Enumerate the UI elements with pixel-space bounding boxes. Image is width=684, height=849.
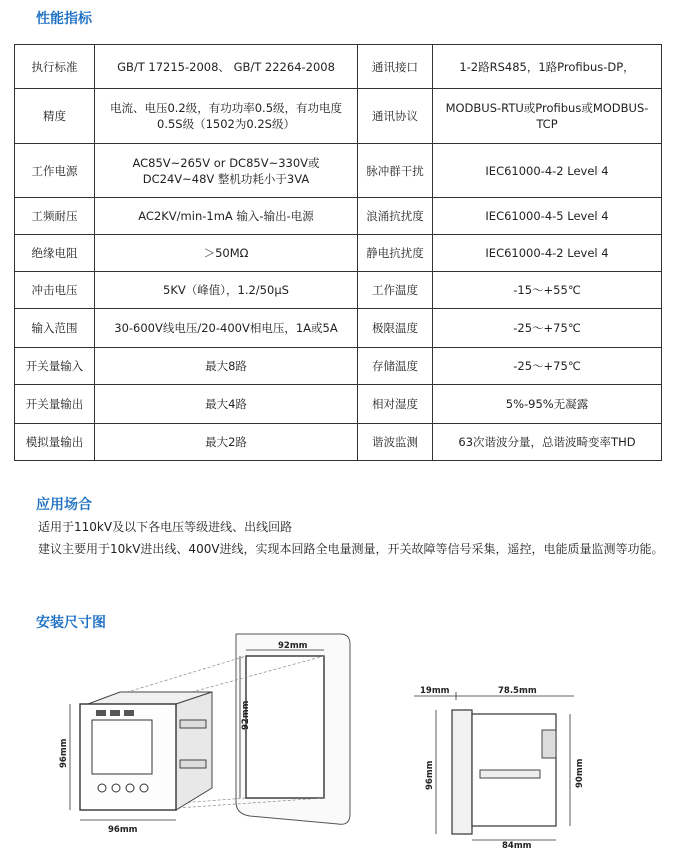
spec-value: 30-600V线电压/20-400V相电压，1A或5A (95, 309, 358, 348)
spec-label: 绝缘电阻 (15, 235, 95, 272)
table-row (15, 89, 662, 144)
application-line-1: 适用于110kV及以下各电压等级进线、出线回路 (38, 520, 293, 534)
spec-label: 相对湿度 (358, 385, 433, 424)
side-height-front-label: 96mm (425, 760, 435, 790)
spec-value: 电流、电压0.2级，有功功率0.5级，有功电度0.5S级（1502为0.2S级） (95, 89, 358, 144)
table-row (15, 424, 662, 461)
spec-value: -25～+75℃ (433, 348, 662, 385)
spec-label: 通讯协议 (358, 89, 433, 144)
meter-front-drawing (70, 692, 212, 820)
spec-value: IEC61000-4-2 Level 4 (433, 144, 662, 198)
spec-value: 1-2路RS485，1路Profibus-DP， (433, 45, 662, 89)
spec-label: 执行标准 (15, 45, 95, 89)
side-body-width-label: 84mm (502, 841, 532, 849)
table-row (15, 235, 662, 272)
table-row (15, 309, 662, 348)
spec-value: IEC61000-4-2 Level 4 (433, 235, 662, 272)
cutout-height-label: 92mm (241, 700, 251, 730)
spec-label: 工频耐压 (15, 198, 95, 235)
spec-value: 最大8路 (95, 348, 358, 385)
spec-value: 5%-95%无凝露 (433, 385, 662, 424)
spec-value: 最大2路 (95, 424, 358, 461)
spec-label: 静电抗扰度 (358, 235, 433, 272)
table-row (15, 348, 662, 385)
application-title: 应用场合 (36, 497, 92, 513)
side-front-label: 19mm (420, 686, 450, 696)
spec-value: 63次谐波分量，总谐波畸变率THD (433, 424, 662, 461)
spec-label: 输入范围 (15, 309, 95, 348)
spec-label: 谐波监测 (358, 424, 433, 461)
spec-label: 通讯接口 (358, 45, 433, 89)
spec-value: 最大4路 (95, 385, 358, 424)
spec-value: MODBUS-RTU或Profibus或MODBUS-TCP (433, 89, 662, 144)
spec-label: 开关量输出 (15, 385, 95, 424)
spec-label: 精度 (15, 89, 95, 144)
spec-value: -15～+55℃ (433, 272, 662, 309)
meter-side-drawing (414, 692, 574, 840)
spec-label: 工作温度 (358, 272, 433, 309)
spec-label: 存储温度 (358, 348, 433, 385)
spec-value: -25～+75℃ (433, 309, 662, 348)
table-row (15, 144, 662, 198)
spec-value: GB/T 17215-2008、 GB/T 22264-2008 (95, 45, 358, 89)
performance-title: 性能指标 (36, 11, 92, 27)
spec-label: 开关量输入 (15, 348, 95, 385)
spec-label: 冲击电压 (15, 272, 95, 309)
table-row (15, 45, 662, 89)
spec-value: 5KV（峰值），1.2/50μS (95, 272, 358, 309)
spec-value: AC85V~265V or DC85V~330V或DC24V~48V 整机功耗小于3VA (95, 144, 358, 198)
table-row (15, 198, 662, 235)
installation-title: 安装尺寸图 (36, 615, 106, 631)
application-text (14, 516, 669, 560)
front-height-label: 96mm (59, 738, 69, 768)
front-width-label: 96mm (108, 825, 138, 835)
spec-table (14, 44, 662, 461)
spec-label: 模拟量输出 (15, 424, 95, 461)
spec-value: ＞50MΩ (95, 235, 358, 272)
cutout-width-label: 92mm (278, 641, 308, 651)
spec-value: IEC61000-4-5 Level 4 (433, 198, 662, 235)
table-row (15, 272, 662, 309)
application-line-2: 建议主要用于10kV进出线、400V进线，实现本回路全电量测量，开关故障等信号采集，遥控，电能质量监测等功能。 (38, 542, 664, 556)
spec-label: 脉冲群干扰 (358, 144, 433, 198)
spec-label: 工作电源 (15, 144, 95, 198)
spec-label: 极限温度 (358, 309, 433, 348)
spec-value: AC2KV/min-1mA 输入-输出-电源 (95, 198, 358, 235)
panel-cutout-drawing (236, 634, 350, 824)
side-height-back-label: 90mm (575, 758, 585, 788)
installation-drawings (0, 620, 684, 849)
table-row (15, 385, 662, 424)
spec-label: 浪涌抗扰度 (358, 198, 433, 235)
side-depth-label: 78.5mm (498, 686, 537, 696)
